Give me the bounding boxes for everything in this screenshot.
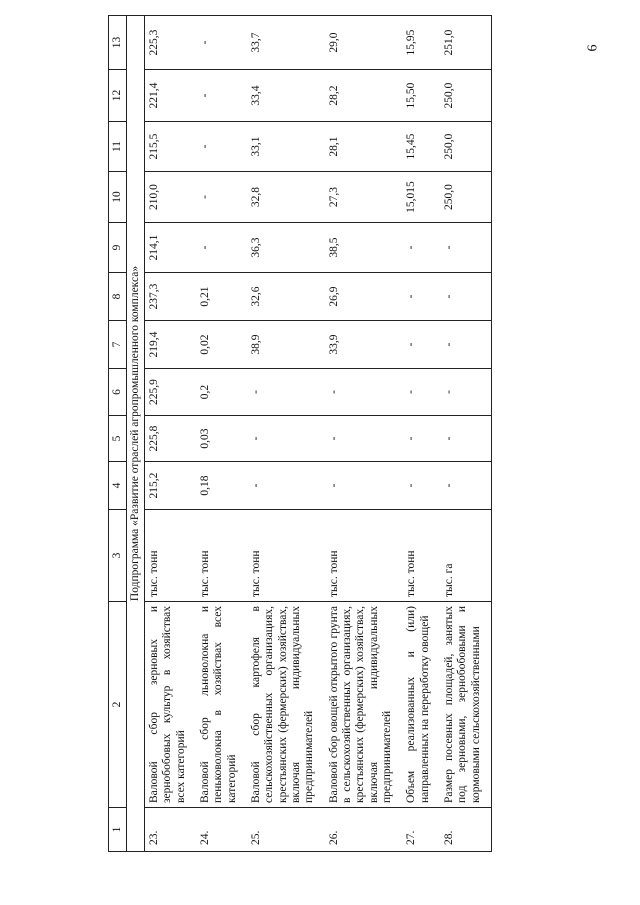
- subprogram-row: [127, 16, 145, 852]
- value-cell: 225,8: [145, 416, 196, 462]
- table-row: [145, 16, 196, 852]
- table-row: [402, 16, 440, 852]
- row-number: 24.: [196, 808, 247, 852]
- indicator-name: Валовой сбор льноволокна и пеньковолокна в хозяйствах всех категорий: [196, 602, 247, 808]
- value-cell: 38,5: [325, 223, 403, 273]
- column-header: 7: [109, 321, 127, 369]
- value-cell: -: [247, 416, 325, 462]
- value-cell: -: [440, 273, 491, 321]
- indicator-name: Размер посевных площадей, занятых под зерновыми, зернобобовыми и кормовыми сельскохозяйственными: [440, 602, 491, 808]
- unit-cell: тыс. тонн: [145, 510, 196, 602]
- value-cell: -: [440, 462, 491, 510]
- value-cell: 237,3: [145, 273, 196, 321]
- value-cell: -: [325, 416, 403, 462]
- value-cell: 28,2: [325, 70, 403, 122]
- table-row: [247, 16, 325, 852]
- rotated-table-container: [108, 16, 530, 852]
- column-header: 11: [109, 122, 127, 172]
- value-cell: -: [402, 273, 440, 321]
- value-cell: 225,9: [145, 369, 196, 416]
- value-cell: -: [196, 122, 247, 172]
- value-cell: 0,03: [196, 416, 247, 462]
- table-row: [440, 16, 491, 852]
- value-cell: 33,9: [325, 321, 403, 369]
- value-cell: -: [196, 16, 247, 70]
- subprogram-title: Подпрограмма «Развитие отраслей агропромышленного комплекса»: [127, 16, 145, 852]
- value-cell: -: [440, 223, 491, 273]
- value-cell: -: [402, 223, 440, 273]
- value-cell: -: [402, 321, 440, 369]
- column-header: 10: [109, 172, 127, 223]
- value-cell: 0,2: [196, 369, 247, 416]
- page-number: 6: [585, 44, 601, 52]
- column-number-row: [109, 16, 127, 852]
- column-header: 2: [109, 602, 127, 808]
- value-cell: 32,8: [247, 172, 325, 223]
- column-header: 6: [109, 369, 127, 416]
- column-header: 1: [109, 808, 127, 852]
- value-cell: 210,0: [145, 172, 196, 223]
- value-cell: -: [325, 462, 403, 510]
- value-cell: 33,1: [247, 122, 325, 172]
- table-row: [196, 16, 247, 852]
- indicators-table: [108, 15, 492, 852]
- row-number: 23.: [145, 808, 196, 852]
- value-cell: 15,95: [402, 16, 440, 70]
- value-cell: 250,0: [440, 70, 491, 122]
- value-cell: 0,02: [196, 321, 247, 369]
- column-header: 9: [109, 223, 127, 273]
- unit-cell: тыс. тонн: [402, 510, 440, 602]
- table-row: [325, 16, 403, 852]
- value-cell: -: [247, 462, 325, 510]
- value-cell: 15,50: [402, 70, 440, 122]
- value-cell: 215,5: [145, 122, 196, 172]
- row-number: 27.: [402, 808, 440, 852]
- value-cell: -: [440, 321, 491, 369]
- value-cell: 29,0: [325, 16, 403, 70]
- value-cell: 36,3: [247, 223, 325, 273]
- value-cell: 27,3: [325, 172, 403, 223]
- column-header: 13: [109, 16, 127, 70]
- value-cell: 32,6: [247, 273, 325, 321]
- value-cell: -: [402, 462, 440, 510]
- value-cell: -: [196, 223, 247, 273]
- value-cell: -: [402, 416, 440, 462]
- value-cell: 33,7: [247, 16, 325, 70]
- value-cell: 214,1: [145, 223, 196, 273]
- unit-cell: тыс. га: [440, 510, 491, 602]
- unit-cell: тыс. тонн: [325, 510, 403, 602]
- value-cell: -: [247, 369, 325, 416]
- value-cell: 38,9: [247, 321, 325, 369]
- value-cell: -: [325, 369, 403, 416]
- column-header: 4: [109, 462, 127, 510]
- row-number: 28.: [440, 808, 491, 852]
- value-cell: 225,3: [145, 16, 196, 70]
- column-header: 8: [109, 273, 127, 321]
- value-cell: 0,18: [196, 462, 247, 510]
- value-cell: 221,4: [145, 70, 196, 122]
- value-cell: -: [196, 172, 247, 223]
- value-cell: 215,2: [145, 462, 196, 510]
- value-cell: 0,21: [196, 273, 247, 321]
- value-cell: -: [440, 369, 491, 416]
- column-header: 3: [109, 510, 127, 602]
- indicator-name: Валовой сбор овощей открытого грунта в сельскохозяйственных организациях, крестьянских (фермерских) хозяйствах, включая индивидуальных предпринимателей: [325, 602, 403, 808]
- value-cell: 15,015: [402, 172, 440, 223]
- value-cell: -: [402, 369, 440, 416]
- column-header: 5: [109, 416, 127, 462]
- value-cell: 250,0: [440, 172, 491, 223]
- row-number: 26.: [325, 808, 403, 852]
- indicator-name: Валовой сбор зерновых и зернобобовых культур в хозяйствах всех категорий: [145, 602, 196, 808]
- value-cell: 28,1: [325, 122, 403, 172]
- value-cell: 26,9: [325, 273, 403, 321]
- value-cell: 251,0: [440, 16, 491, 70]
- unit-cell: тыс. тонн: [196, 510, 247, 602]
- value-cell: 33,4: [247, 70, 325, 122]
- unit-cell: тыс. тонн: [247, 510, 325, 602]
- row-number: 25.: [247, 808, 325, 852]
- value-cell: -: [440, 416, 491, 462]
- value-cell: 250,0: [440, 122, 491, 172]
- indicator-name: Валовой сбор картофеля в сельскохозяйственных организациях, крестьянских (фермерских) хозяйствах, включая индивидуальных предпринимателей: [247, 602, 325, 808]
- value-cell: 15,45: [402, 122, 440, 172]
- column-header: 12: [109, 70, 127, 122]
- value-cell: -: [196, 70, 247, 122]
- value-cell: 219,4: [145, 321, 196, 369]
- indicator-name: Объем реализованных и (или) направленных на переработку овощей: [402, 602, 440, 808]
